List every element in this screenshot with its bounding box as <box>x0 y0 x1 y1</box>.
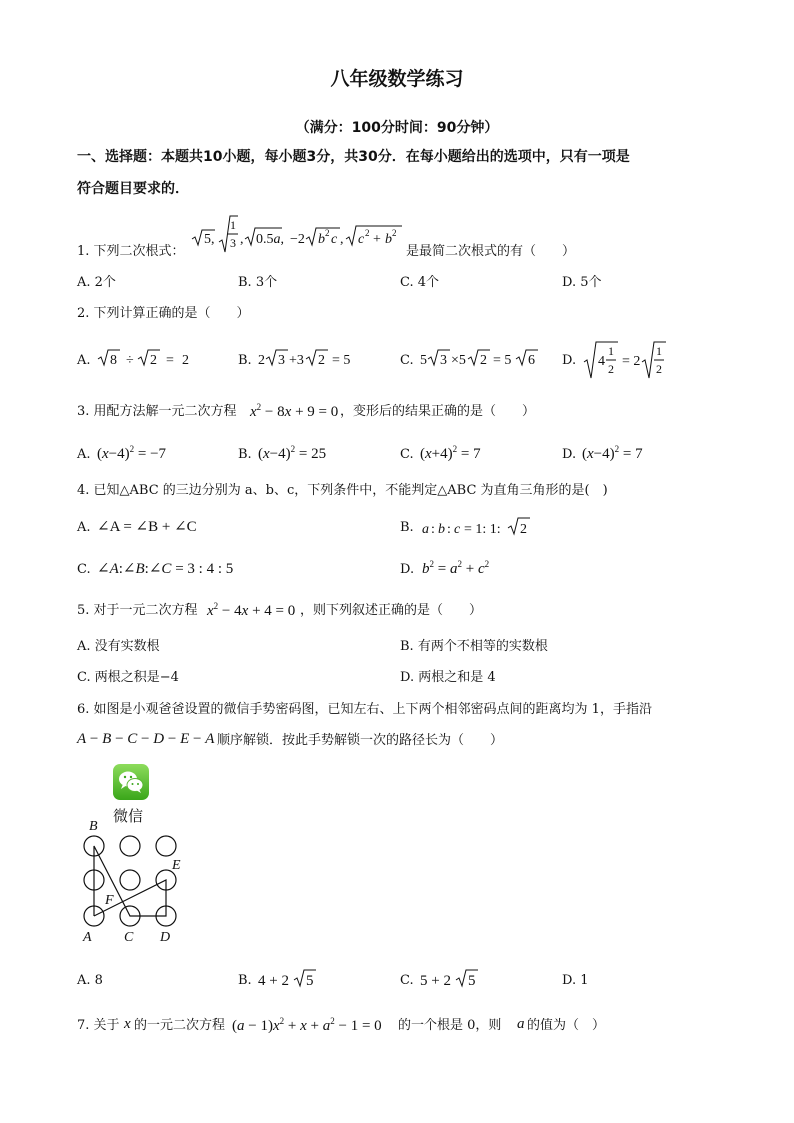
q6-option-c-label: C. <box>400 973 414 988</box>
q5-stem-start: 5. 对于一元二次方程 <box>77 603 198 618</box>
q3-label-d: D. <box>562 447 577 462</box>
svg-text:2: 2 <box>325 228 330 238</box>
q2-label-d: D. <box>562 353 577 368</box>
q2-label-c: C. <box>400 353 414 368</box>
svg-text:5: 5 <box>306 973 314 989</box>
q6-stem-line2: 顺序解锁．按此手势解锁一次的路径长为（ ） <box>217 733 504 748</box>
svg-text:2: 2 <box>608 362 614 376</box>
svg-text:−2: −2 <box>290 232 305 247</box>
q1-option-d: D. 5个 <box>562 275 602 290</box>
q6-option-a: A. 8 <box>77 973 103 988</box>
svg-text:2: 2 <box>365 228 370 238</box>
svg-text:+3: +3 <box>289 353 304 368</box>
svg-text:2: 2 <box>480 353 487 368</box>
svg-text:= 5: = 5 <box>332 353 351 368</box>
svg-text:,: , <box>340 232 344 247</box>
svg-text:×5: ×5 <box>451 353 466 368</box>
q7-text-end: 的值为（ ） <box>527 1018 606 1033</box>
q5-option-d: D. 两根之和是 4 <box>400 670 496 685</box>
q2-option-c-math <box>418 344 548 372</box>
q7-var-a: a <box>517 1016 525 1032</box>
svg-text:b: b <box>438 522 445 537</box>
svg-text:a: a <box>422 522 429 537</box>
q3-option-a-math: $(x-4)^2 = -7$ <box>97 444 167 462</box>
svg-text:= 1: 1:: = 1: 1: <box>464 522 501 537</box>
q6-stem-line1: 6. 如图是小观爸爸设置的微信手势密码图，已知左右、上下两个相邻密码点间的距离均为 1，手指沿 <box>77 702 652 717</box>
q2-label-b: B. <box>238 353 252 368</box>
svg-text:2: 2 <box>258 353 265 368</box>
section-heading-line1: 一、选择题：本题共10小题，每小题3分，共30分．在每小题给出的选项中，只有一项是 <box>77 149 630 165</box>
q4-stem: 4. 已知△ABC 的三边分别为 a、b、c，下列条件中，不能判定△ABC 为直角三角形的是( ) <box>77 483 608 498</box>
grid-point-center <box>120 870 140 890</box>
svg-text:c: c <box>331 232 338 247</box>
q7-equation: $(a - 1)x^2 + x + a^2 - 1 = 0$ <box>232 1016 382 1034</box>
grid-point-top-middle <box>120 836 140 856</box>
label-e: E <box>172 858 181 873</box>
q2-stem: 2. 下列计算正确的是（ ） <box>77 306 250 321</box>
q4-label-a: A. <box>77 520 91 535</box>
wechat-icon <box>113 764 149 800</box>
section-heading-line2: 符合题目要求的． <box>77 181 189 197</box>
svg-text:5,: 5, <box>204 232 215 247</box>
svg-text:=: = <box>166 353 174 368</box>
grid-point-top-right <box>156 836 176 856</box>
q4-label-b: B. <box>400 520 414 535</box>
q1-option-c: C. 4个 <box>400 275 440 290</box>
q2-label-a: A. <box>77 353 91 368</box>
svg-text:2: 2 <box>182 353 189 368</box>
svg-text:,: , <box>240 232 244 247</box>
q3-option-c-math: $(x+4)^2 = 7$ <box>420 444 481 462</box>
svg-text::: : <box>431 522 435 537</box>
label-c: C <box>124 930 134 945</box>
q3-option-b-math: $(x-4)^2 = 25$ <box>258 444 327 462</box>
svg-text:2: 2 <box>150 353 157 368</box>
q6-option-b-math <box>256 966 326 992</box>
label-b: B <box>89 819 98 834</box>
q6-path-sequence: A − B − C − D − E − A <box>77 731 215 747</box>
svg-text:8: 8 <box>110 353 117 368</box>
label-a: A <box>83 930 92 945</box>
q4-label-c: C. <box>77 562 91 577</box>
gesture-lock-diagram <box>78 815 188 945</box>
svg-text:3: 3 <box>278 353 285 368</box>
q5-option-b: B. 有两个不相等的实数根 <box>400 639 548 654</box>
q5-option-c: C. 两根之积是−4 <box>77 670 179 685</box>
svg-text:1: 1 <box>230 218 236 232</box>
svg-text:= 2: = 2 <box>622 354 641 369</box>
label-f: F <box>105 893 114 908</box>
q7-text-mid: 的一元二次方程 <box>134 1018 226 1033</box>
q3-label-b: B. <box>238 447 252 462</box>
svg-text:b: b <box>385 232 392 247</box>
q1-stem-end: 是最简二次根式的有（ ） <box>406 244 576 259</box>
q5-equation: $x^2 - 4x + 4 = 0$ <box>207 601 296 619</box>
svg-text:5: 5 <box>468 973 476 989</box>
q3-label-a: A. <box>77 447 91 462</box>
q2-option-a-math <box>96 344 196 372</box>
q3-label-c: C. <box>400 447 414 462</box>
q7-var-x: x <box>124 1016 131 1032</box>
q2-option-d-math <box>582 338 672 382</box>
svg-text:5: 5 <box>420 353 427 368</box>
svg-text:1: 1 <box>656 344 662 358</box>
q2-option-b-math <box>256 344 366 372</box>
q1-option-b: B. 3个 <box>238 275 278 290</box>
svg-text:2: 2 <box>520 522 527 537</box>
svg-text:5 + 2: 5 + 2 <box>420 973 451 989</box>
svg-text::: : <box>447 522 451 537</box>
svg-text:2: 2 <box>656 362 662 376</box>
q3-stem-end: ，变形后的结果正确的是（ ） <box>340 404 536 419</box>
label-d: D <box>160 930 171 945</box>
svg-text:c: c <box>454 522 461 537</box>
q7-text-start: 7. 关于 <box>77 1018 120 1033</box>
q3-equation: $x^2 - 8x + 9 = 0$ <box>250 402 339 420</box>
svg-text:4 + 2: 4 + 2 <box>258 973 289 989</box>
q4-option-b-math <box>420 514 540 540</box>
q3-stem-start: 3. 用配方法解一元二次方程 <box>77 404 237 419</box>
q5-stem-end: ，则下列叙述正确的是（ ） <box>300 603 483 618</box>
page-subtitle: （满分：100分时间：90分钟） <box>295 120 499 136</box>
q6-option-c-math <box>418 966 488 992</box>
q4-option-a-math: ∠A = ∠B + ∠C <box>97 519 197 535</box>
page-title: 八年级数学练习 <box>330 68 464 90</box>
svg-text:4: 4 <box>598 354 605 369</box>
svg-text:6: 6 <box>528 353 535 368</box>
q4-option-d-math: $b^2 = a^2 + c^2$ <box>422 559 490 577</box>
svg-text:2: 2 <box>392 228 397 238</box>
svg-text:b: b <box>318 232 325 247</box>
q4-label-d: D. <box>400 562 415 577</box>
wechat-label: 微信 <box>113 807 144 825</box>
q5-option-a: A. 没有实数根 <box>77 639 160 654</box>
svg-text:+: + <box>373 232 381 247</box>
q6-option-d: D. 1 <box>562 973 589 988</box>
q1-option-a: A. 2个 <box>77 275 116 290</box>
svg-text:2: 2 <box>318 353 325 368</box>
svg-text:1: 1 <box>608 344 614 358</box>
svg-text:3: 3 <box>440 353 447 368</box>
q1-radicals <box>190 212 405 258</box>
q1-stem-start: 1. 下列二次根式： <box>77 244 185 259</box>
svg-text:÷: ÷ <box>126 353 134 368</box>
q3-option-d-math: $(x-4)^2 = 7$ <box>582 444 643 462</box>
svg-text:= 5: = 5 <box>493 353 512 368</box>
q4-option-c-math: ∠A:∠B:∠C = 3 : 4 : 5 <box>97 561 234 577</box>
q7-text-mid2: 的一个根是 0，则 <box>398 1018 502 1033</box>
svg-text:3: 3 <box>230 236 236 250</box>
svg-text:c: c <box>358 232 365 247</box>
q6-option-b-label: B. <box>238 973 252 988</box>
svg-text:0.5a,: 0.5a, <box>256 232 284 247</box>
